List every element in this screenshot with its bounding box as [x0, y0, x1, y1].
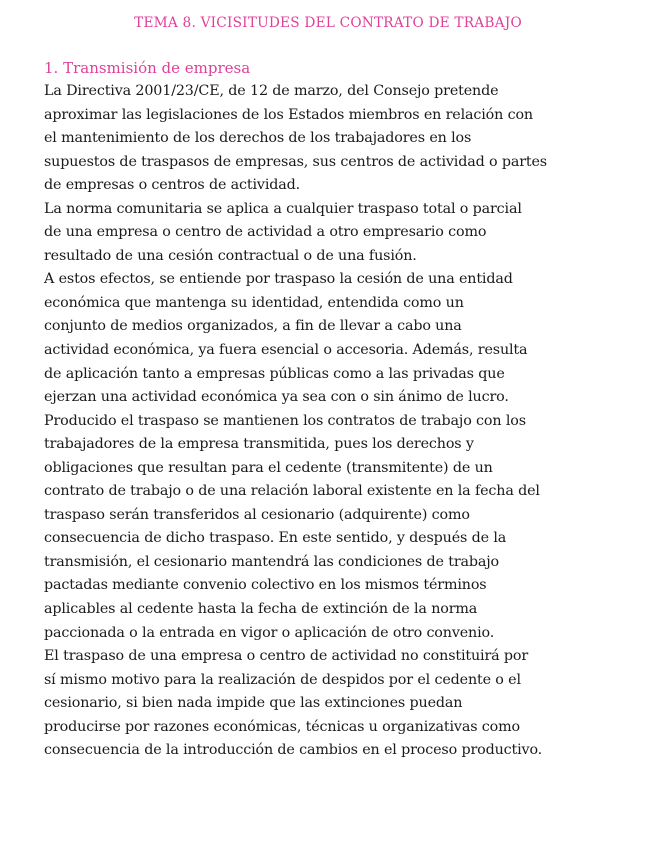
body-line: de aplicación tanto a empresas públicas como a las privadas que [44, 365, 505, 382]
body-line: económica que mantenga su identidad, entendida como un [44, 294, 464, 311]
body-line: de una empresa o centro de actividad a otro empresario como [44, 224, 487, 241]
body-line: traspaso serán transferidos al cesionario (adquirente) como [44, 506, 470, 523]
body-line: La norma comunitaria se aplica a cualquier traspaso total o parcial [44, 200, 522, 217]
body-line: El traspaso de una empresa o centro de actividad no constituirá por [44, 648, 529, 665]
body-line: consecuencia de dicho traspaso. En este sentido, y después de la [44, 530, 507, 547]
body-line: transmisión, el cesionario mantendrá las condiciones de trabajo [44, 553, 499, 570]
document-title: TEMA 8. VICISITUDES DEL CONTRATO DE TRABAJO [134, 15, 522, 31]
body-line: cesionario, si bien nada impide que las extinciones puedan [44, 695, 463, 712]
body-line: paccionada o la entrada en vigor o aplicación de otro convenio. [44, 624, 495, 641]
body-line: resultado de una cesión contractual o de una fusión. [44, 247, 417, 264]
body-line: conjunto de medios organizados, a fin de llevar a cabo una [44, 318, 462, 335]
body-line: aplicables al cedente hasta la fecha de extinción de la norma [44, 601, 478, 618]
body-line: contrato de trabajo o de una relación laboral existente en la fecha del [44, 483, 540, 500]
body-line: actividad económica, ya fuera esencial o accesoria. Además, resulta [44, 342, 528, 359]
body-line: obligaciones que resultan para el cedente (transmitente) de un [44, 459, 493, 476]
body-line: A estos efectos, se entiende por traspaso la cesión de una entidad [44, 271, 513, 288]
body-line: supuestos de traspasos de empresas, sus centros de actividad o partes [44, 153, 547, 170]
body-line: aproximar las legislaciones de los Estados miembros en relación con [44, 106, 533, 123]
body-line: consecuencia de la introducción de cambios en el proceso productivo. [44, 742, 543, 759]
body-line: La Directiva 2001/23/CE, de 12 de marzo, del Consejo pretende [44, 83, 499, 99]
body-line: de empresas o centros de actividad. [44, 177, 301, 194]
body-line: ejerzan una actividad económica ya sea con o sin ánimo de lucro. [44, 389, 509, 406]
body-line: pactadas mediante convenio colectivo en los mismos términos [44, 577, 487, 594]
body-line: trabajadores de la empresa transmitida, pues los derechos y [44, 436, 474, 453]
section-heading: 1. Transmisión de empresa [44, 59, 251, 77]
body-line: Producido el traspaso se mantienen los contratos de trabajo con los [44, 412, 526, 429]
section-body [44, 80, 614, 763]
body-line: producirse por razones económicas, técnicas u organizativas como [44, 718, 520, 735]
body-line: el mantenimiento de los derechos de los trabajadores en los [44, 130, 472, 147]
body-line: sí mismo motivo para la realización de despidos por el cedente o el [44, 671, 521, 688]
